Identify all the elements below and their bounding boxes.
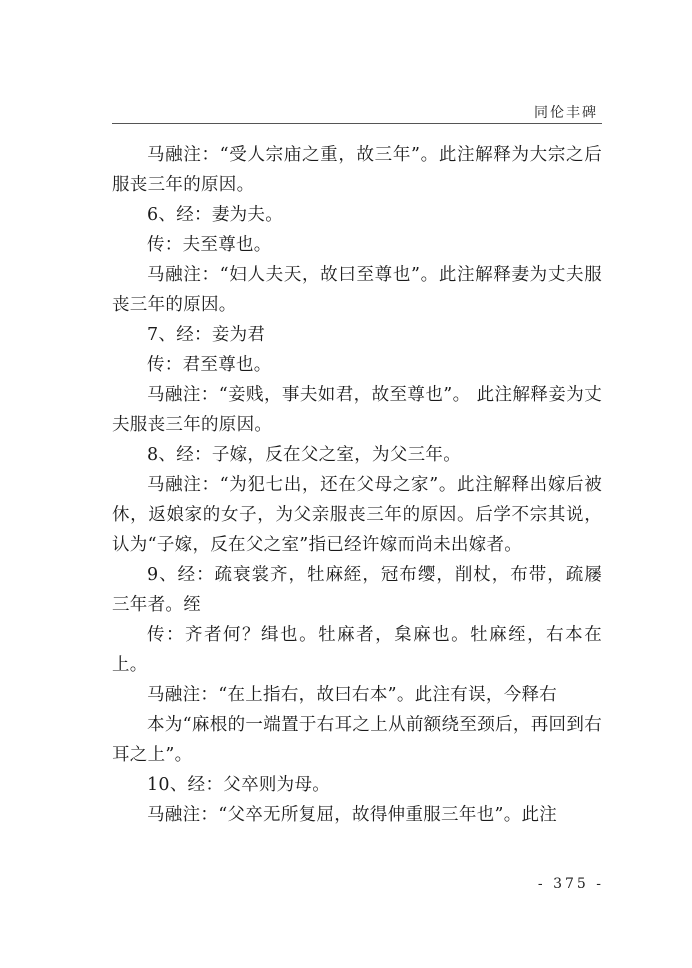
paragraph: 马融注：“父卒无所复屈，故得伸重服三年也”。此注 bbox=[147, 805, 558, 825]
paragraph: 9、经：疏衰裳齐，牡麻絰，冠布缨，削杖，布带，疏屦三年者。绖 bbox=[112, 565, 602, 615]
header-rule bbox=[112, 123, 602, 124]
paragraph: 马融注：“妾贱，事夫如君，故至尊也”。 此注解释妾为丈夫服丧三年的原因。 bbox=[112, 385, 602, 435]
paragraph: 马融注：“为犯七出，还在父母之家”。此注解释出嫁后被休，返娘家的女子，为父亲服丧三年的原因。后学不宗其说，认为“子嫁，反在父之室”指已经许嫁而尚未出嫁者。 bbox=[112, 475, 602, 555]
paragraph: 8、经：子嫁，反在父之室，为父三年。 bbox=[147, 445, 462, 465]
body-text bbox=[112, 140, 602, 830]
paragraph: 7、经：妾为君 bbox=[147, 325, 266, 345]
paragraph: 传：齐者何？缉也。牡麻者，枲麻也。牡麻绖，右本在上。 bbox=[112, 625, 602, 675]
running-header: 同伦丰碑 bbox=[534, 105, 598, 121]
paragraph: 马融注：“受人宗庙之重，故三年”。此注解释为大宗之后服丧三年的原因。 bbox=[112, 145, 602, 195]
page-number: - 375 - bbox=[537, 876, 604, 892]
paragraph: 传：夫至尊也。 bbox=[147, 235, 272, 255]
paragraph: 马融注：“在上指右，故曰右本”。此注有误，今释右 bbox=[147, 685, 558, 705]
paragraph: 马融注：“妇人夫天，故曰至尊也”。此注解释妻为丈夫服丧三年的原因。 bbox=[112, 265, 602, 315]
paragraph: 6、经：妻为夫。 bbox=[147, 205, 284, 225]
paragraph: 本为“麻根的一端置于右耳之上从前额绕至颈后，再回到右耳之上”。 bbox=[112, 715, 602, 765]
paragraph: 传：君至尊也。 bbox=[147, 355, 272, 375]
paragraph: 10、经：父卒则为母。 bbox=[147, 775, 331, 795]
